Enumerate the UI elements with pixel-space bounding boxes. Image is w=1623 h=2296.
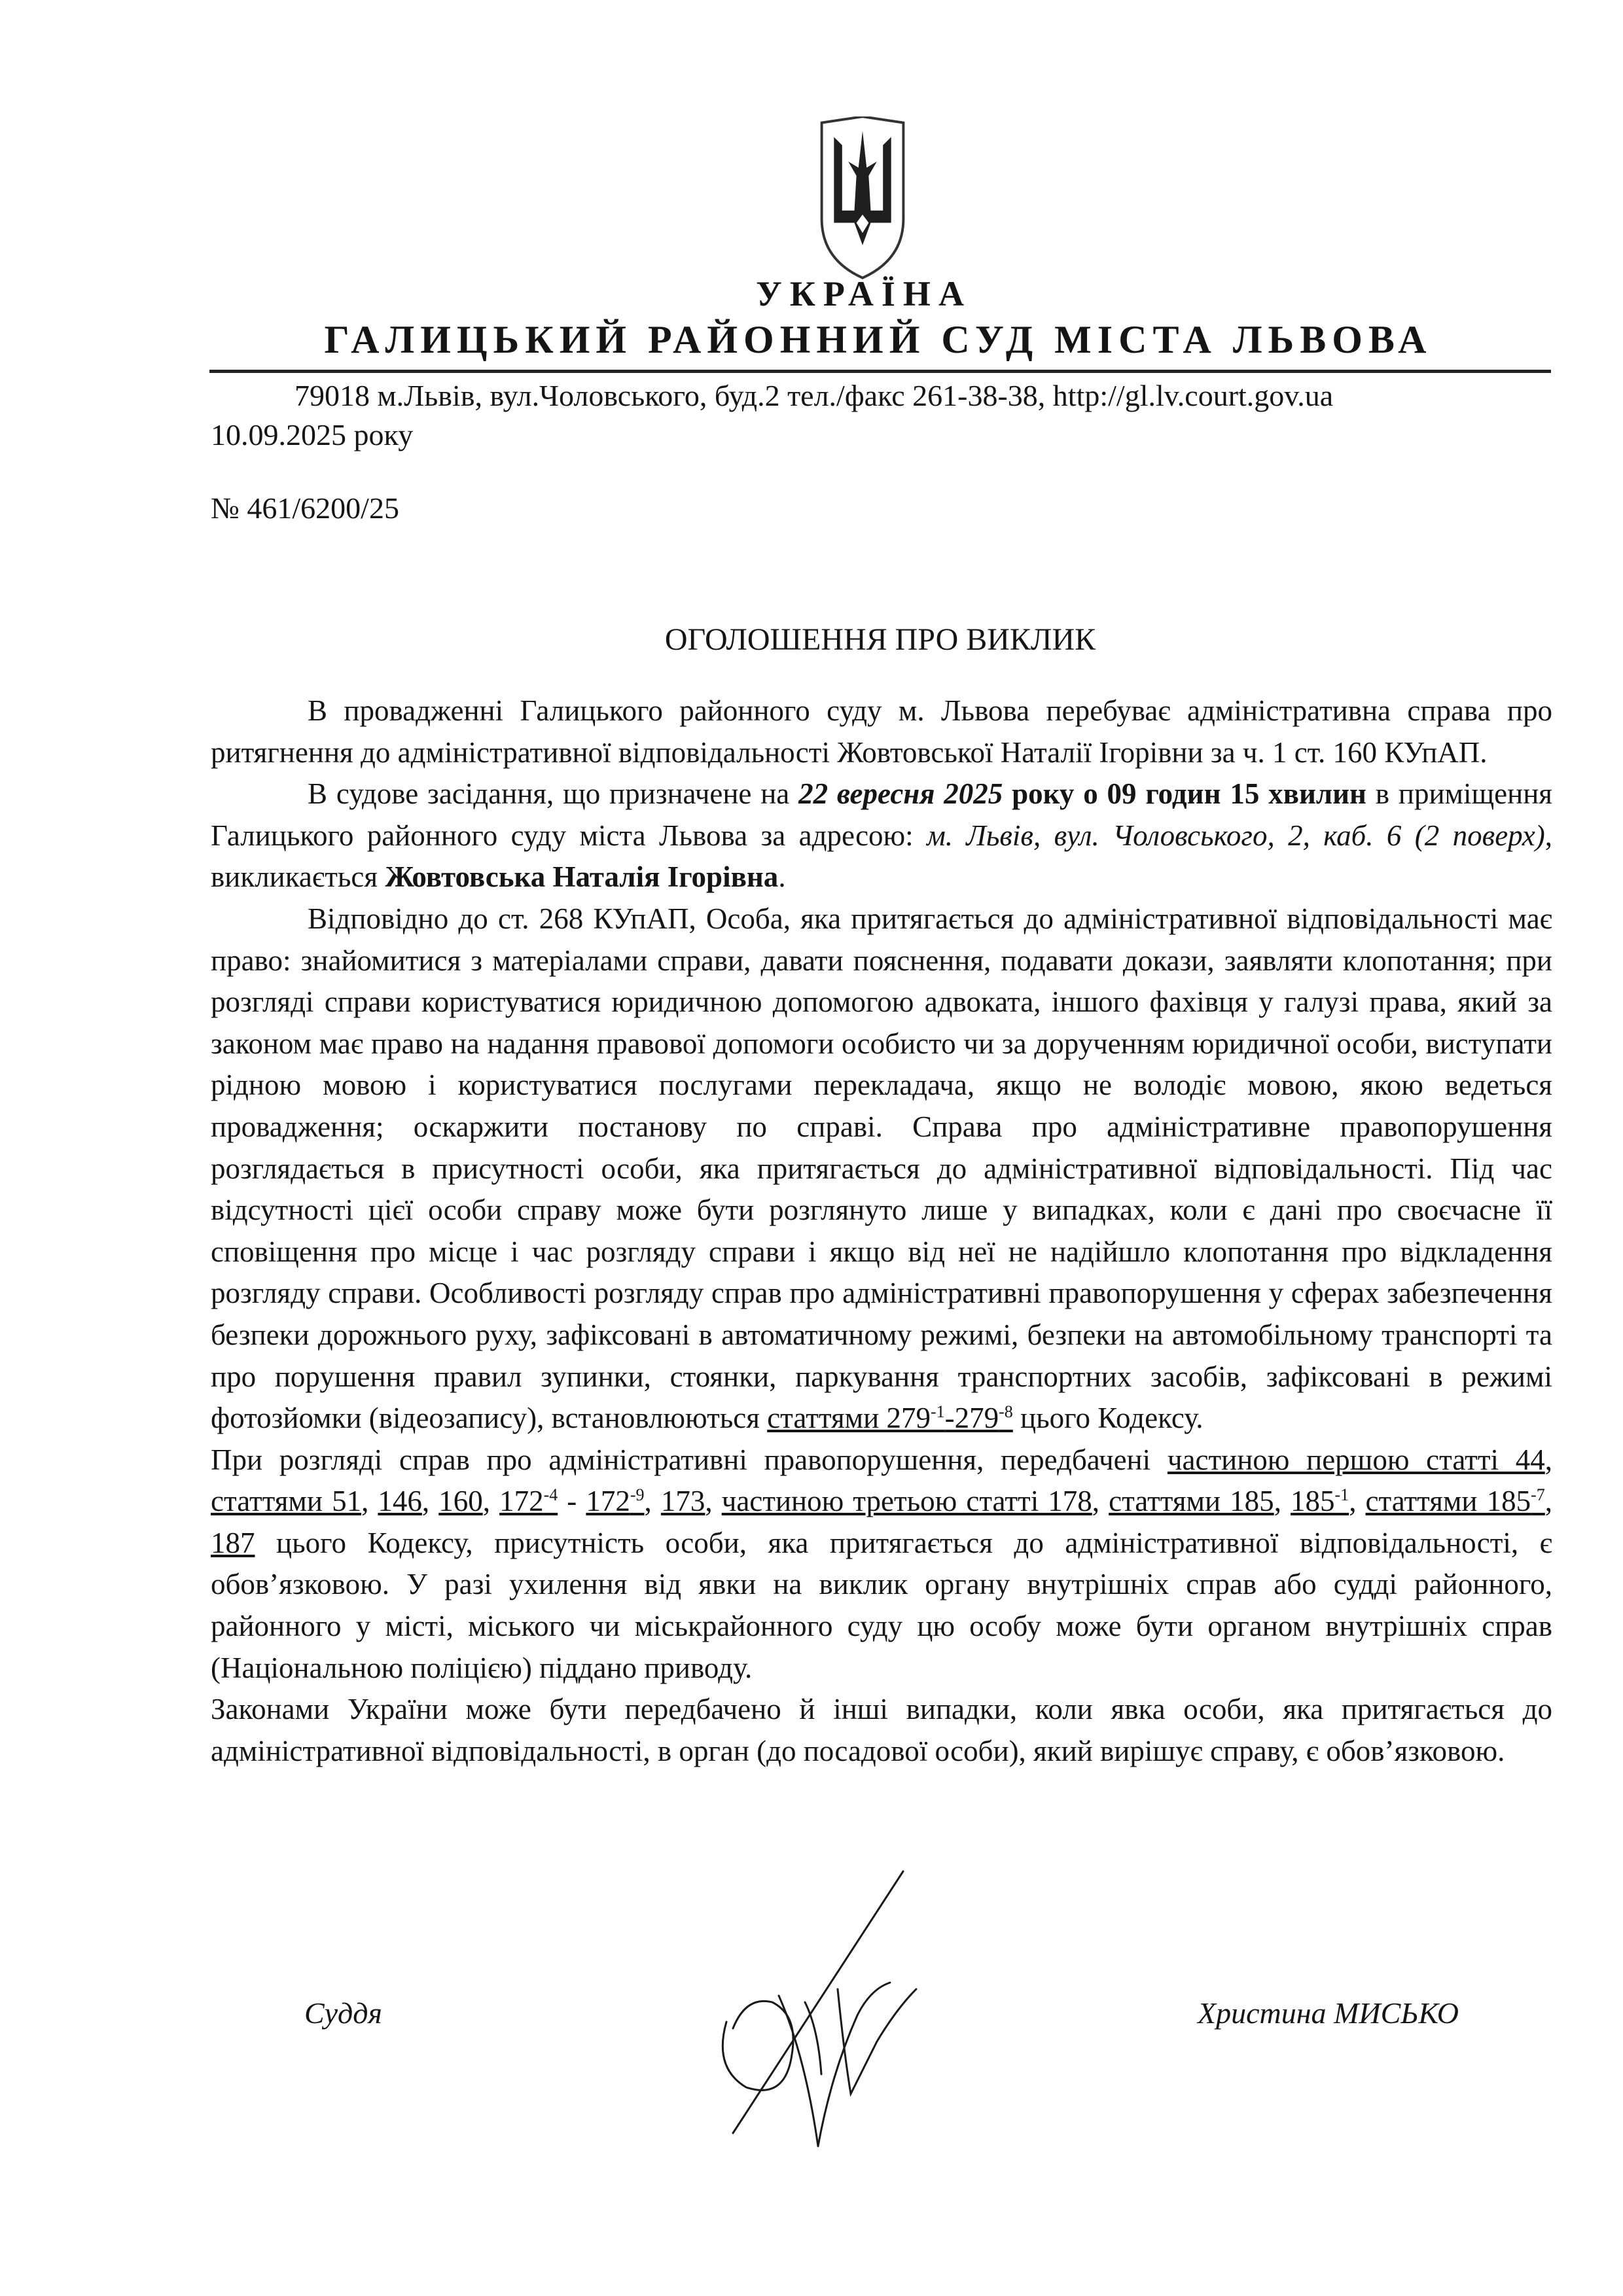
paragraph-mandatory-presence: При розгляді справ про адміністративні правопорушення, передбачені частиною першою статті 44, статтями 51, 146, 160, $172^{-4} - 172^{-9}$, 173, частиною третьою статті 178, статтями 185, $185^{-1}$, статтями $185^{-7}$, 187 цього Кодексу, присутність особи, яка притягається до адміністративної відповідальності, є обов’язковою. У разі ухилення від явки на виклик органу внутрішніх справ або судді районного, районного у місті, міського чи міськрайонного суду цю особу може бути органом внутрішніх справ (Національною поліцією) піддано приводу. <box>211 1443 1553 1684</box>
law-reference-link[interactable]: 160 <box>438 1485 483 1518</box>
hearing-date: 22 вересня 2025 <box>798 777 1003 811</box>
law-reference-link[interactable]: 173 <box>660 1485 705 1518</box>
law-reference-link[interactable]: $185^{-1}$ <box>1291 1485 1349 1518</box>
paragraph-hearing-info: В судове засідання, що призначене на 22 вересня 2025 року о 09 годин 15 хвилин в приміщення Галицького районного суду міста Львова за адресою: м. Львів, вул. Чоловського, 2, каб. 6 (2 поверх), викликається Жовтовська Наталія Ігорівна. <box>211 777 1552 894</box>
law-reference-link[interactable]: статтями $185^{-7}$ <box>1365 1485 1545 1518</box>
paragraph-rights: Відповідно до ст. 268 КУпАП, Особа, яка притягається до адміністративної відповідальності має право: знайомитися з матеріалами справи, давати пояснення, подавати докази, заявляти клопотання; при розгляді справи користуватися юридичною допомогою адвоката, іншого фахівця у галузі права, який за законом має право на надання правової допомоги особисто чи за дорученням юридичної особи, виступати рідною мовою і користуватися послугами перекладача, якщо не володіє мовою, якою ведеться провадження; оскаржити постанову по справі. Справа про адміністративне правопорушення розглядається в присутності особи, яка притягається до адміністративної відповідальності. Під час відсутності цієї особи справу може бути розглянуто лише у випадках, коли є дані про своєчасне її сповіщення про місце і час розгляду справи і якщо від неї не надійшло клопотання про відкладення розгляду справи. Особливості розгляду справ про адміністративні правопорушення у сферах забезпечення безпеки дорожнього руху, зафіксовані в автоматичному режимі, безпеки на автомобільному транспорті та про порушення правил зупинки, стоянки, паркування транспортних засобів, зафіксовані в режимі фотозйомки (відеозапису), встановлюються статтями $279^{-1}-279^{-8}$ цього Кодексу. <box>211 902 1552 1435</box>
case-number: № 461/6200/25 <box>211 491 399 525</box>
country-name: УКРАЇНА <box>756 274 972 313</box>
summoned-person: Жовтовська Наталія Ігорівна <box>385 860 779 894</box>
court-name: ГАЛИЦЬКИЙ РАЙОННИЙ СУД МІСТА ЛЬВОВА <box>324 318 1433 361</box>
signature-mark <box>707 1858 929 2166</box>
hearing-text: в приміщення Галицького районного суду міста Львова за адресою: <box>211 777 1552 852</box>
signatory-title: Суддя <box>304 1996 382 2030</box>
hearing-address: м. Львів, вул. Чоловського, 2, каб. 6 (2 поверх) <box>927 819 1545 852</box>
law-reference-link[interactable]: статтями 51 <box>211 1485 362 1518</box>
hearing-text: В судове засідання, що призначене на <box>308 777 799 811</box>
law-reference-link[interactable]: статтями $279^{-1}-279^{-8}$ <box>767 1402 1013 1435</box>
law-reference-link[interactable]: 187 <box>211 1526 255 1559</box>
hearing-time: року о 09 годин 15 хвилин <box>1003 777 1366 811</box>
law-reference-link[interactable]: частиною першою статті 44 <box>1167 1443 1545 1476</box>
court-address: 79018 м.Львів, вул.Чоловського, буд.2 тел./факс 261-38-38, http://gl.lv.court.gov.ua <box>294 379 1334 412</box>
rights-text: Відповідно до ст. 268 КУпАП, Особа, яка притягається до адміністративної відповідальності має право: знайомитися з матеріалами справи, давати пояснення, подавати докази, заявляти клопотання; при розгляді справи користуватися юридичною допомогою адвоката, іншого фахівця у галузі права, який за законом має право на надання правової допомоги особисто чи за дорученням юридичної особи, виступати рідною мовою і користуватися послугами перекладача, якщо не володіє мовою, якою ведеться провадження; оскаржити постанову по справі. Справа про адміністративне правопорушення розглядається в присутності особи, яка притягається до адміністративної відповідальності. Під час відсутності цієї особи справу може бути розглянуто лише у випадках, коли є дані про своєчасне її сповіщення про місце і час розгляду справи і якщо від неї не надійшло клопотання про відкладення розгляду справи. Особливості розгляду справ про адміністративні правопорушення у сферах забезпечення безпеки дорожнього руху, зафіксовані в автоматичному режимі, безпеки на автомобільному транспорті та про порушення правил зупинки, стоянки, паркування транспортних засобів, зафіксовані в режимі фотозйомки (відеозапису), встановлюються <box>211 902 1552 1435</box>
paragraph-other-cases: Законами України може бути передбачено й інші випадки, коли явка особи, яка притягається до адміністративної відповідальності, в орган (до посадової особи), який вирішує справу, є обов’язковою. <box>211 1693 1552 1767</box>
document-title: ОГОЛОШЕННЯ ПРО ВИКЛИК <box>664 622 1096 657</box>
judge-name: Христина МИСЬКО <box>1198 1996 1459 2030</box>
law-reference-link[interactable]: $172^{-9}$ <box>586 1485 645 1518</box>
document-date: 10.09.2025 року <box>211 418 414 451</box>
header-divider <box>209 370 1551 373</box>
hearing-text: , викликається <box>211 819 1552 894</box>
paragraph-case-info: В провадженні Галицького районного суду м. Львова перебуває адміністративна справа про ритягнення до адміністративної відповідальності Жовтовської Наталії Ігорівни за ч. 1 ст. 160 КУпАП. <box>211 694 1552 769</box>
law-reference-link[interactable]: статтями 185 <box>1109 1485 1274 1518</box>
law-reference-link[interactable]: $172^{-4}$ <box>499 1485 558 1518</box>
document-body <box>211 690 1552 1772</box>
law-reference-link[interactable]: частиною третьою статті 178 <box>721 1485 1092 1518</box>
law-reference-link[interactable]: 146 <box>378 1485 422 1518</box>
trident-icon <box>812 116 914 280</box>
